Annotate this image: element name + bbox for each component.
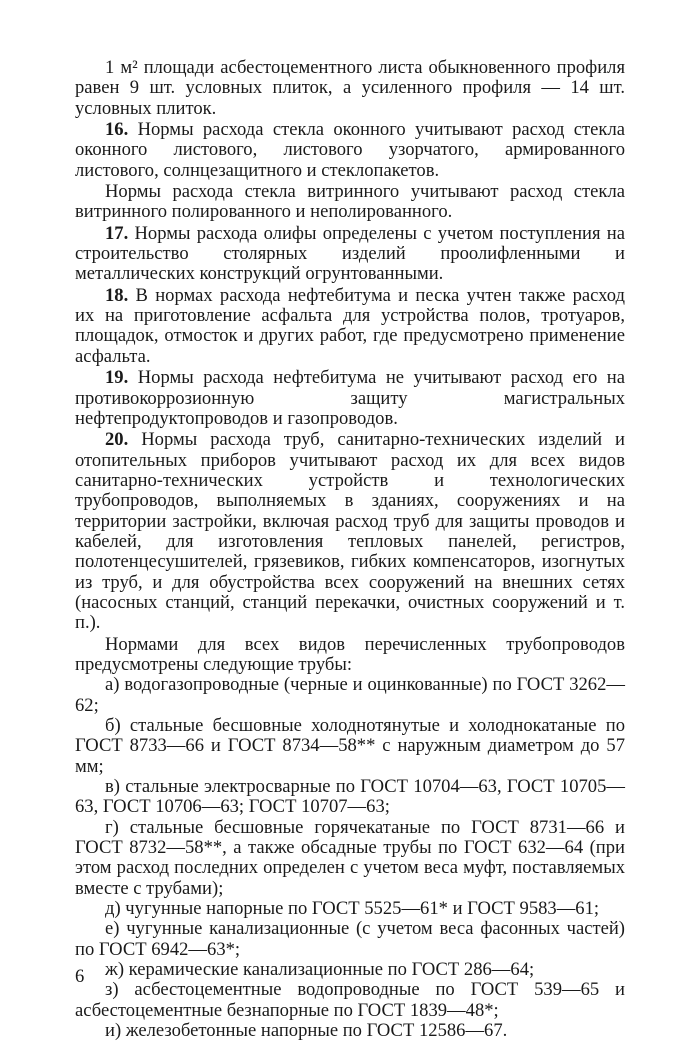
item-number: 20.	[105, 429, 129, 451]
paragraph-text: Нормы расхода стекла витринного учитывают расход стекла витринного полированного и неполированного.	[75, 181, 625, 223]
paragraph	[75, 286, 625, 367]
item-number: 17.	[105, 222, 129, 244]
paragraph	[75, 430, 625, 633]
list-item: з) асбестоцементные водопроводные по ГОСТ 539—65 и асбестоцементные безнапорные по ГОСТ 1839—48*;	[75, 979, 625, 1021]
paragraph-text: Нормы расхода нефтебитума не учитывают расход его на противокоррозионную защиту магистральных нефтепродуктопроводов и газопроводов.	[75, 367, 625, 429]
paragraph-text: Нормы расхода олифы определены с учетом поступления на строительство столярных изделий проолифленными и металлических конструкций огрунтованными.	[75, 222, 625, 285]
paragraph	[75, 58, 625, 119]
paragraph	[75, 224, 625, 285]
paragraph-text: 1 м² площади асбестоцементного листа обыкновенного профиля равен 9 шт. условных плиток, а усиленного профиля — 14 шт. условных плиток.	[75, 57, 625, 119]
item-number: 16.	[105, 119, 129, 141]
paragraph-text: Нормы расхода стекла оконного учитывают расход стекла оконного листового, листового узорчатого, армированного листового, солнцезащитного и стеклопакетов.	[75, 119, 625, 181]
list-item: е) чугунные канализационные (с учетом веса фасонных частей) по ГОСТ 6942—63*;	[75, 918, 625, 960]
paragraph	[75, 120, 625, 181]
paragraph-text: Нормы расхода труб, санитарно-технических изделий и отопительных приборов учитывают расход их для всех видов санитарно-технических устройств и технологических трубопроводов, выполняемых в зданиях, сооружениях и на территории застройки, включая расход труб для защиты проводов и кабелей, для изготовления тепловых панелей, регистров, полотенцесушителей, грязевиков, гибких компенсаторов, изогнутых из труб, и для обустройства всех сооружений на внешних сетях (насосных станций, станций перекачки, очистных сооружений и т. п.).	[75, 429, 625, 634]
list-item: в) стальные электросварные по ГОСТ 10704—63, ГОСТ 10705—63, ГОСТ 10706—63; ГОСТ 10707—63;	[75, 776, 625, 818]
paragraph	[75, 368, 625, 429]
list-item: а) водогазопроводные (черные и оцинкованные) по ГОСТ 3262—62;	[75, 674, 625, 716]
paragraph	[75, 182, 625, 223]
body-text	[75, 58, 625, 1042]
item-number: 18.	[105, 284, 129, 306]
paragraph	[75, 635, 625, 676]
paragraph-text: В нормах расхода нефтебитума и песка учтен также расход их на приготовление асфальта для устройства полов, тротуаров, площадок, отмосток и других работ, где предусмотрено применение асфальта.	[75, 284, 625, 367]
list-item: б) стальные бесшовные холоднотянутые и холоднокатаные по ГОСТ 8733—66 и ГОСТ 8734—58** с наружным диаметром до 57 мм;	[75, 715, 625, 777]
list-item: г) стальные бесшовные горячекатаные по ГОСТ 8731—66 и ГОСТ 8732—58**, а также обсадные трубы по ГОСТ 632—64 (при этом расход последних определен с учетом веса муфт, поставляемых вместе с трубами);	[75, 816, 625, 899]
paragraph-text: Нормами для всех видов перечисленных трубопроводов предусмотрены следующие трубы:	[75, 633, 625, 675]
item-number: 19.	[105, 367, 129, 389]
list-item: ж) керамические канализационные по ГОСТ 286—64;	[105, 959, 535, 981]
page-number: 6	[75, 966, 85, 987]
list-item: д) чугунные напорные по ГОСТ 5525—61* и ГОСТ 9583—61;	[105, 898, 600, 920]
list-item: и) железобетонные напорные по ГОСТ 12586—67.	[105, 1020, 508, 1042]
